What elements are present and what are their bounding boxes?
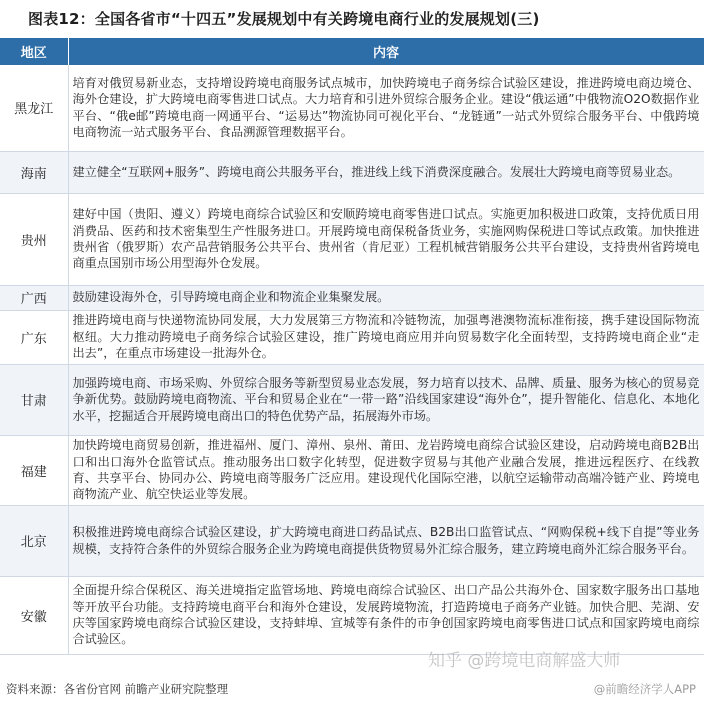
table-row <box>0 310 704 364</box>
region-cell: 北京 <box>0 505 68 576</box>
table-row <box>0 576 704 654</box>
region-cell: 黑龙江 <box>0 65 68 151</box>
table-row <box>0 65 704 151</box>
table-row <box>0 435 704 505</box>
region-cell: 广西 <box>0 285 68 310</box>
page-title: 图表12：全国各省市“十四五”发展规划中有关跨境电商行业的发展规划(三) <box>28 10 540 28</box>
content-cell: 鼓励建设海外仓，引导跨境电商企业和物流企业集聚发展。 <box>68 285 704 310</box>
table-header-row <box>0 38 704 65</box>
content-cell: 培育对俄贸易新业态，支持增设跨境电商服务试点城市，加快跨境电子商务综合试验区建设，推进跨境电商边境仓、海外仓建设，扩大跨境电商零售进口试点。大力培育和引进外贸综合服务企业。建设“俄运通”中俄物流O2O数据作业平台、“俄e邮”跨境电商一网通平台、“运易达”物流协同可视化平台、“龙链通”一站式外贸综合服务平台、中俄跨境电商物流一站式服务平台、食品溯源管理数据平台。 <box>68 65 704 151</box>
region-cell: 海南 <box>0 151 68 193</box>
content-cell: 加强跨境电商、市场采购、外贸综合服务等新型贸易业态发展，努力培育以技术、品牌、质量、服务为核心的贸易竞争新优势。鼓励跨境电商物流、平台和贸易企业在“一带一路”沿线国家建设“海外仓”，提升智能化、信息化、本地化水平，挖掘适合开展跨境电商出口的特色优势产品，拓展海外市场。 <box>68 364 704 435</box>
region-cell: 福建 <box>0 435 68 505</box>
plan-table <box>0 38 704 655</box>
table-row <box>0 285 704 310</box>
content-cell: 全面提升综合保税区、海关进境指定监管场地、跨境电商综合试验区、出口产品公共海外仓、国家数字服务出口基地等开放平台功能。支持跨境电商平台和海外仓建设，发展跨境物流，打造跨境电子商务产业链。加快合肥、芜湖、安庆等国家跨境电商综合试验区建设，支持蚌埠、宣城等有条件的市争创国家跨境电商零售进口试点和国家跨境电商综合试验区。 <box>68 576 704 654</box>
footer <box>0 677 704 705</box>
region-cell: 广东 <box>0 310 68 364</box>
zhihu-watermark: 知乎 @跨境电商解盛大师 <box>428 651 621 671</box>
table-row <box>0 505 704 576</box>
source-note: 资料来源：各省份官网 前瞻产业研究院整理 <box>6 682 229 696</box>
content-cell: 积极推进跨境电商综合试验区建设，扩大跨境电商进口药品试点、B2B出口监管试点、“网购保税+线下自提”等业务规模，支持符合条件的外贸综合服务企业为跨境电商提供货物贸易外汇综合服务，建立跨境电商外汇综合服务平台。 <box>68 505 704 576</box>
content-cell: 推进跨境电商与快递物流协同发展，大力发展第三方物流和冷链物流，加强粤港澳物流标准衔接，携手建设国际物流枢纽。大力推动跨境电子商务综合试验区建设，推广跨境电商应用并向贸易数字化全面转型，支持跨境电商企业“走出去”，在重点市场建设一批海外仓。 <box>68 310 704 364</box>
region-cell: 安徽 <box>0 576 68 654</box>
content-cell: 建立健全“互联网+服务”、跨境电商公共服务平台，推进线上线下消费深度融合。发展壮大跨境电商等贸易业态。 <box>68 151 704 193</box>
header-content: 内容 <box>68 38 704 65</box>
content-cell: 加快跨境电商贸易创新，推进福州、厦门、漳州、泉州、莆田、龙岩跨境电商综合试验区建设，启动跨境电商B2B出口和出口海外仓监管试点。推动服务出口数字化转型，促进数字贸易与其他产业融合发展，推进远程医疗、在线教育、共享平台、协同办公、跨境电商等服务广泛应用。建设现代化国际空港，以航空运输带动高端冷链产业、跨境电商物流产业、航空快运业等发展。 <box>68 435 704 505</box>
table-row <box>0 193 704 285</box>
table-row <box>0 364 704 435</box>
table-row <box>0 151 704 193</box>
region-cell: 甘肃 <box>0 364 68 435</box>
brand-watermark: @前瞻经济学人APP <box>593 682 696 696</box>
content-cell: 建好中国（贵阳、遵义）跨境电商综合试验区和安顺跨境电商零售进口试点。实施更加积极进口政策，支持优质日用消费品、医药和技术密集型生产性服务进口。开展跨境电商保税备货业务，实施网购保税进口等试点政策。加快推进贵州省（俄罗斯）农产品营销服务公共平台、贵州省（肯尼亚）工程机械营销服务公共平台建设，支持贵州省跨境电商重点国别市场公用型海外仓发展。 <box>68 193 704 285</box>
header-region: 地区 <box>0 38 68 65</box>
region-cell: 贵州 <box>0 193 68 285</box>
